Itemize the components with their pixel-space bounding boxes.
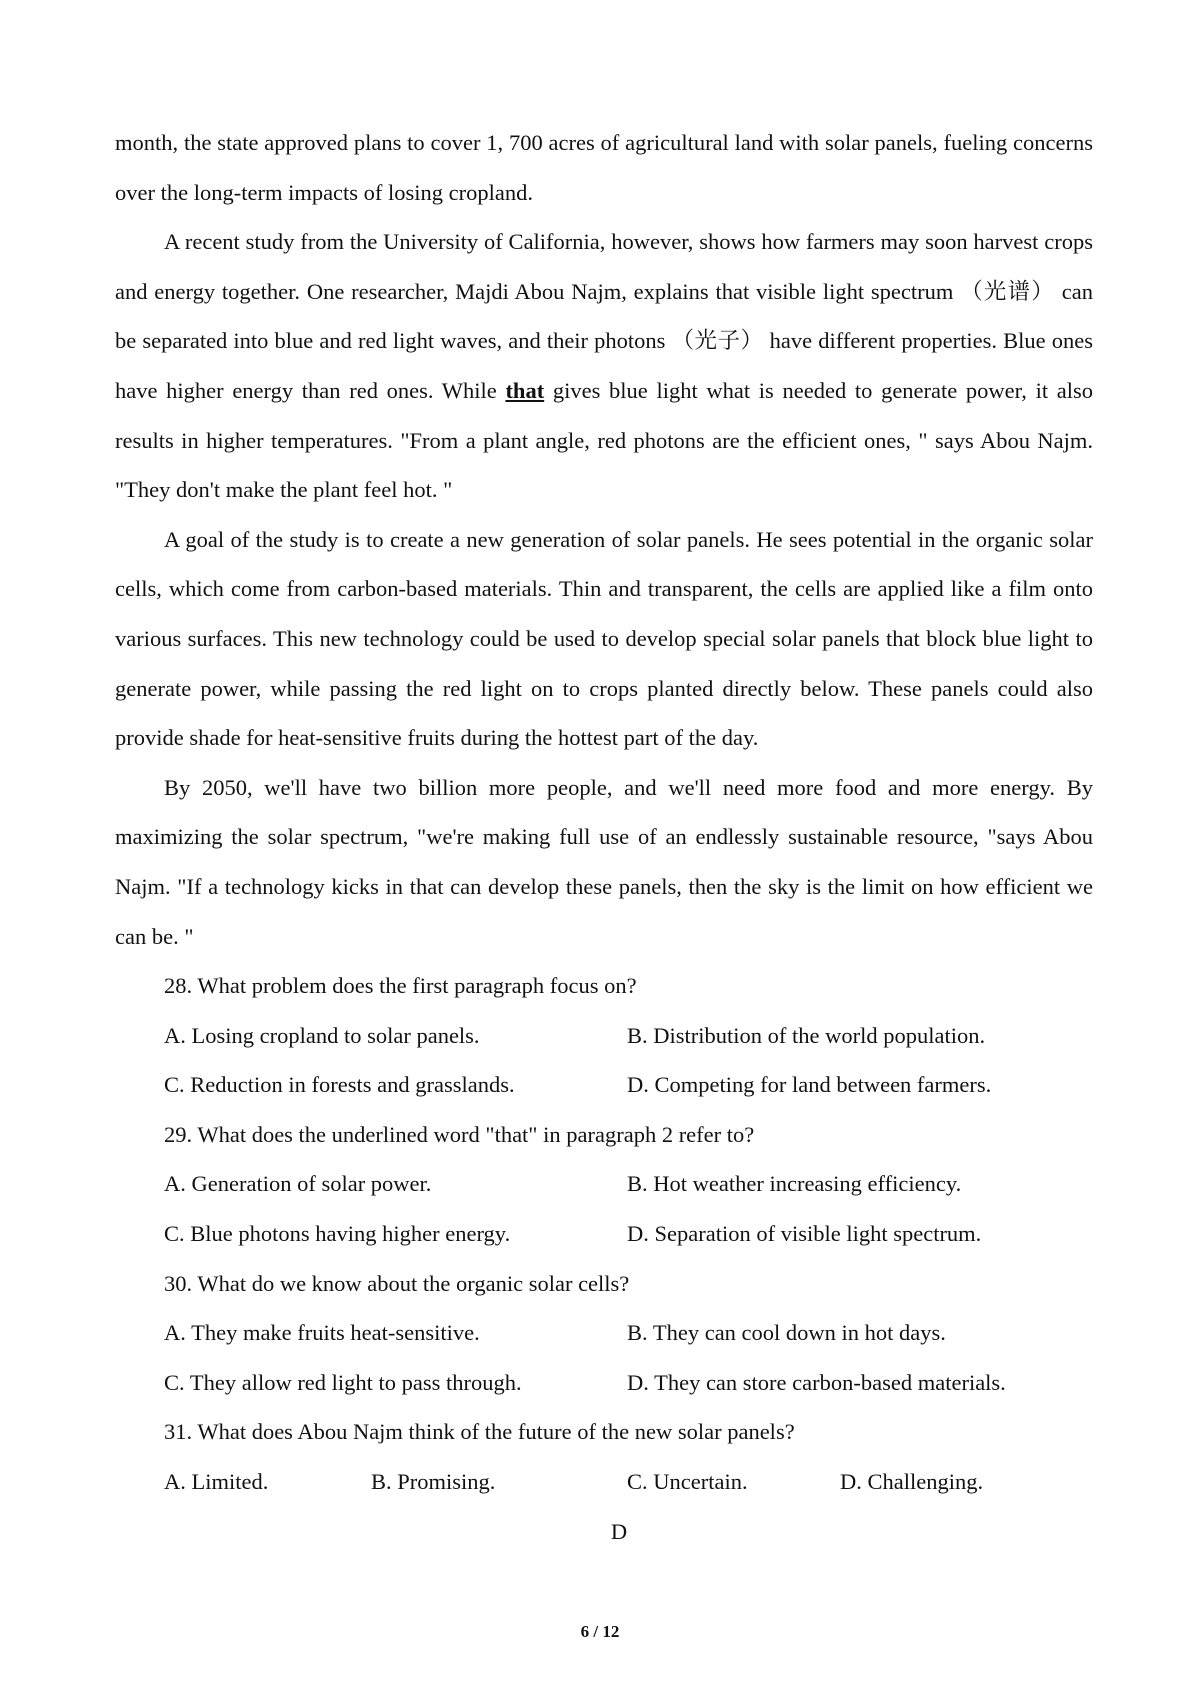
question-30-options-row-2 <box>115 1358 1093 1408</box>
document-page <box>115 118 1093 1556</box>
paragraph-3: A goal of the study is to create a new generation of solar panels. He sees potential in the organic solar cells, which come from carbon-based materials. Thin and transparent, the cells are applied like a film onto various surfaces. This new technology could be used to develop special solar panels that block blue light to generate power, while passing the red light on to crops planted directly below. These panels could also provide shade for heat-sensitive fruits during the hottest part of the day. <box>115 526 1093 751</box>
question-30-stem: 30. What do we know about the organic solar cells? <box>164 1270 630 1296</box>
question-28-options-row-2 <box>115 1060 1093 1110</box>
question-30-option-b: B. They can cool down in hot days. <box>627 1320 946 1346</box>
page-number: 6 / 12 <box>580 1622 620 1641</box>
section-heading: D <box>610 1518 628 1544</box>
paragraph-2 <box>115 217 1093 515</box>
question-29-option-b: B. Hot weather increasing efficiency. <box>627 1171 962 1197</box>
question-30-option-c: C. They allow red light to pass through. <box>164 1369 522 1395</box>
question-28-stem: 28. What problem does the first paragraph focus on? <box>164 973 637 999</box>
question-28-option-d: D. Competing for land between farmers. <box>627 1072 992 1098</box>
paragraph-1: month, the state approved plans to cover 1, 700 acres of agricultural land with solar panels, fueling concerns over the long-term impacts of losing cropland. <box>115 130 1093 205</box>
question-31-option-d: D. Challenging. <box>840 1469 984 1495</box>
underlined-word-that: that <box>505 377 545 403</box>
question-30-option-a: A. They make fruits heat-sensitive. <box>164 1320 480 1346</box>
question-31-option-a: A. Limited. <box>164 1469 269 1495</box>
question-31-option-c: C. Uncertain. <box>627 1469 748 1495</box>
question-31-option-b: B. Promising. <box>371 1469 496 1495</box>
question-29-option-d: D. Separation of visible light spectrum. <box>627 1221 982 1247</box>
question-29-option-a: A. Generation of solar power. <box>164 1171 432 1197</box>
question-29-stem: 29. What does the underlined word "that" in paragraph 2 refer to? <box>164 1121 755 1147</box>
question-30-options-row-1 <box>115 1308 1093 1358</box>
question-31-stem: 31. What does Abou Najm think of the future of the new solar panels? <box>164 1419 795 1445</box>
question-29-option-c: C. Blue photons having higher energy. <box>164 1221 511 1247</box>
question-31-options-row <box>115 1457 1093 1507</box>
paragraph-4: By 2050, we'll have two billion more people, and we'll need more food and more energy. By maximizing the solar spectrum, "we're making full use of an endlessly sustainable resource, "says Abou Najm. "If a technology kicks in that can develop these panels, then the sky is the limit on how efficient we can be. " <box>115 774 1093 949</box>
question-30-option-d: D. They can store carbon-based materials. <box>627 1369 1006 1395</box>
question-28-option-b: B. Distribution of the world population. <box>627 1022 986 1048</box>
question-28-option-a: A. Losing cropland to solar panels. <box>164 1022 480 1048</box>
paragraph-2-part-a: A recent study from the University of California, however, shows how farmers may soon harvest crops and energy together. One researcher, Majdi Abou Najm, explains that visible light spectrum （光谱） can be separated into blue and red light waves, and their photons （光子） have different properties. Blue ones have higher energy than red ones. While <box>115 229 1093 403</box>
question-28-options-row-1 <box>115 1011 1093 1061</box>
question-29-options-row-1 <box>115 1159 1093 1209</box>
paragraph-2-part-b: gives blue light what is needed to generate power, it also results in higher temperatures. "From a plant angle, red photons are the efficient ones, " says Abou Najm. "They don't make the plant feel hot. " <box>115 377 1093 503</box>
question-28-option-c: C. Reduction in forests and grasslands. <box>164 1072 515 1098</box>
question-29-options-row-2 <box>115 1209 1093 1259</box>
